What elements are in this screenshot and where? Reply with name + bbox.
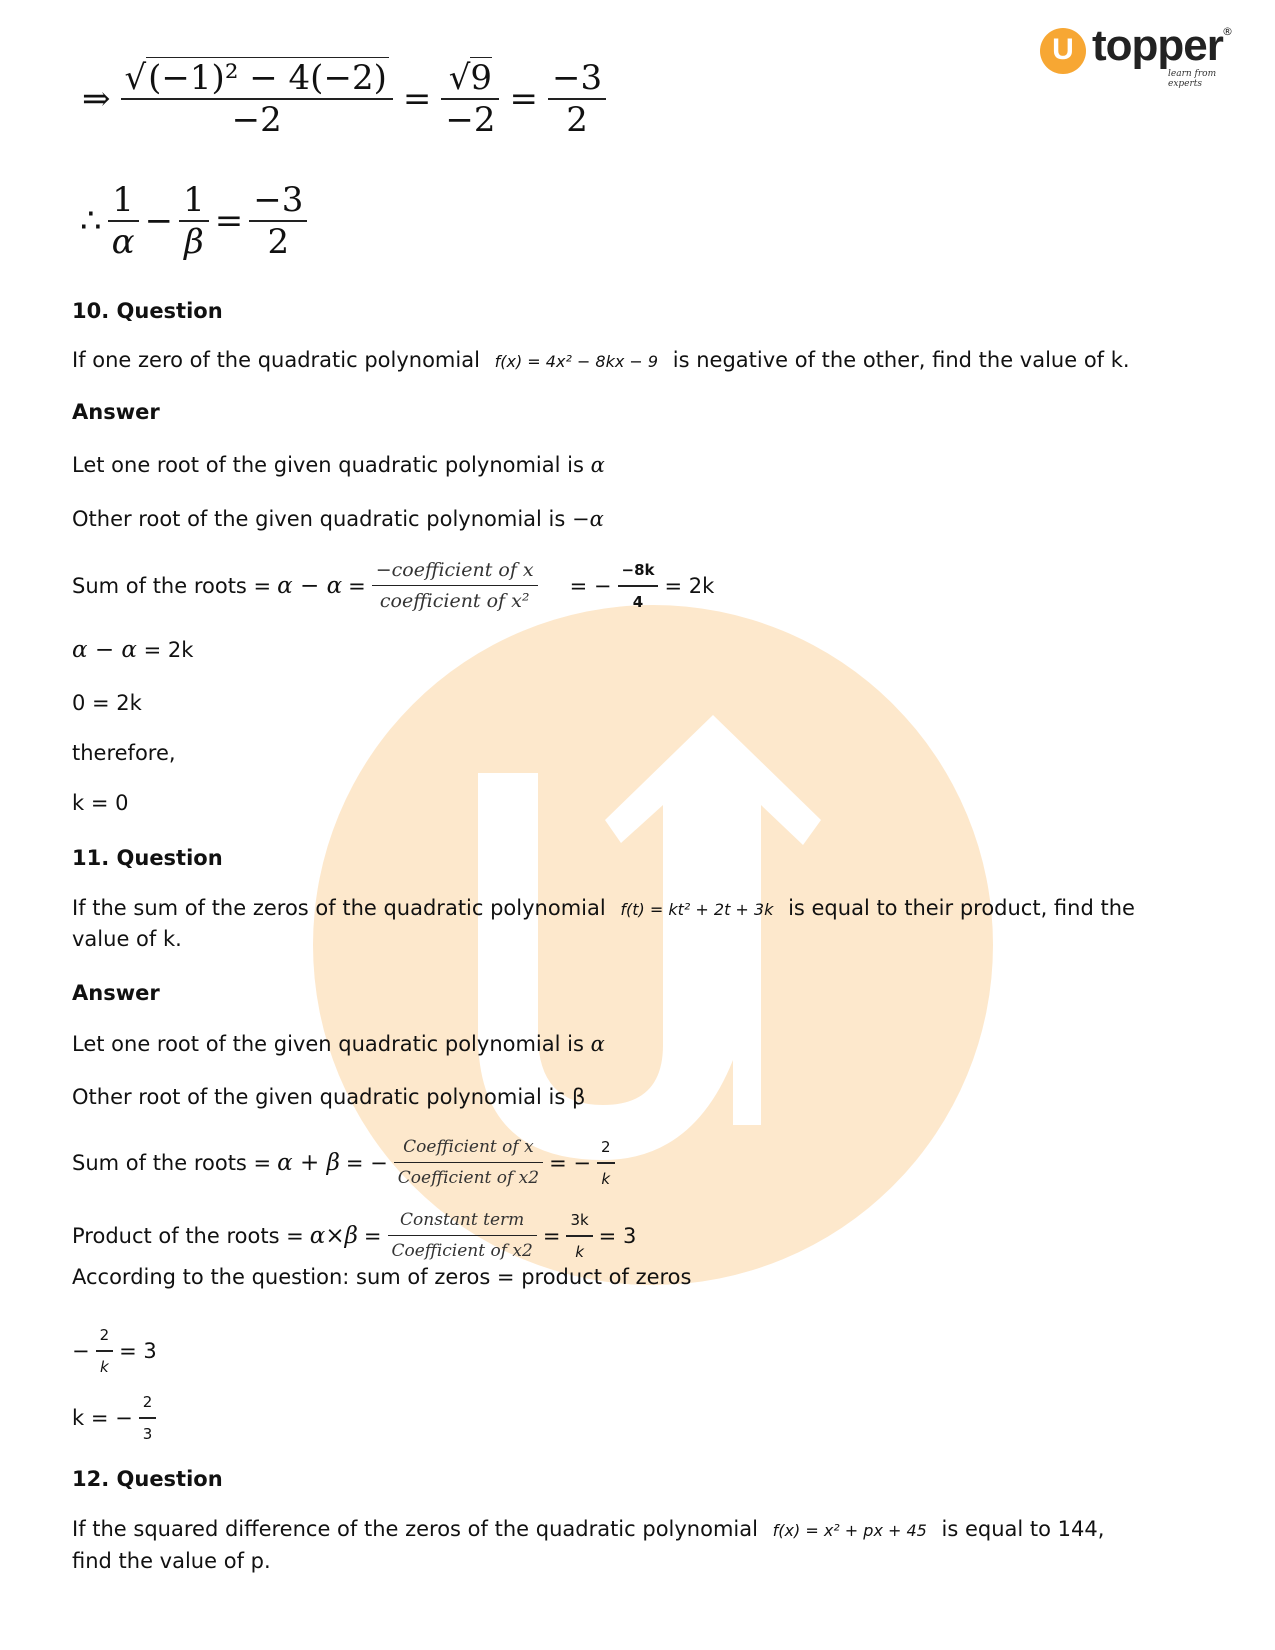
constant-fraction: $\frac{\text{Constant term}}{\text{Coefficient of x2}}$ [388, 1205, 537, 1266]
polynomial-formula: f(x) = x² + px + 45 [772, 1521, 927, 1540]
polynomial-formula: f(x) = 4x² − 8kx − 9 [494, 352, 659, 371]
brand-tagline: learn from experts [1168, 69, 1217, 89]
answer-label: Answer [72, 981, 160, 1005]
fraction-denominator: −2 [231, 99, 282, 140]
value-fraction: $\frac{2}{k}$ [597, 1132, 615, 1194]
coefficient-fraction: $\frac{\text{−coefficient of x}}{\text{coefficient of x²}}$ [372, 555, 538, 616]
alpha-symbol: α [590, 453, 605, 477]
step-line: k = 0 [72, 791, 129, 815]
result-fraction: $\frac{-3}{2}$ [249, 180, 307, 262]
coefficient-fraction: $\frac{\text{Coefficient of x}}{\text{Coefficient of x2}}$ [394, 1132, 543, 1193]
implies-arrow: ⇒ [82, 78, 111, 119]
step-line: − $\frac{2}{k}$ = 3 [72, 1326, 157, 1376]
neg-alpha-symbol: −α [572, 507, 604, 531]
question-11-text-line2: value of k. [72, 927, 182, 951]
step-line: therefore, [72, 741, 176, 765]
answer-line: Let one root of the given quadratic polynomial is α [72, 453, 605, 477]
answer-line: Other root of the given quadratic polynomial is −α [72, 507, 604, 531]
logo-badge-icon: U [1040, 28, 1086, 74]
answer-line: Other root of the given quadratic polynomial is β [72, 1085, 586, 1109]
question-10-text: If one zero of the quadratic polynomial f(x) = 4x² − 8kx − 9 is negative of the other, find the value of k. [72, 348, 1130, 372]
step-line: α − α = 2k [72, 637, 194, 663]
answer-label: Answer [72, 400, 160, 424]
brand-name: topper [1092, 21, 1223, 70]
sqrt-icon: √ [124, 58, 147, 98]
fraction-denominator: −2 [445, 99, 496, 140]
registered-mark: ® [1222, 25, 1233, 38]
therefore-symbol: ∴ [80, 200, 102, 241]
sum-of-roots-line: Sum of the roots = α − α = $\frac{\text{−coefficient of x}}{\text{coefficient of x²}}$ = − $\frac{-8k}{4}$ = 2k [72, 555, 714, 617]
one-over-beta: $\frac{1}{\beta}$ [179, 180, 209, 262]
question-10-heading: 10. Question [72, 299, 223, 323]
equation-radical-result [82, 58, 606, 140]
question-12-text-line2: find the value of p. [72, 1549, 271, 1573]
alpha-symbol: α [590, 1032, 605, 1056]
sqrt-nine-fraction [441, 58, 499, 140]
radical-fraction [121, 58, 393, 140]
according-line: According to the question: sum of zeros = product of zeros [72, 1265, 692, 1289]
question-12-heading: 12. Question [72, 1467, 223, 1491]
fraction-numerator: −3 [551, 58, 603, 98]
step-line: k = − $\frac{2}{3}$ [72, 1387, 156, 1449]
polynomial-formula: f(t) = kt² + 2t + 3k [620, 900, 774, 919]
question-11-heading: 11. Question [72, 846, 223, 870]
sqrt-icon: √ [448, 58, 471, 98]
step-line: 0 = 2k [72, 691, 142, 715]
question-11-text: If the sum of the zeros of the quadratic polynomial f(t) = kt² + 2t + 3k is equal to their product, find the [72, 896, 1135, 920]
radicand: (−1)² − 4(−2) [148, 58, 387, 98]
one-over-alpha: $\frac{1}{\alpha}$ [108, 180, 139, 262]
equals-sign: = [509, 78, 538, 119]
equals-sign: = [214, 200, 244, 241]
brand-logo [1040, 21, 1240, 89]
sum-of-roots-line: Sum of the roots = α + β = − $\frac{\text{Coefficient of x}}{\text{Coefficient of x2}}$ = − $\frac{2}{k}$ [72, 1132, 615, 1194]
fraction-denominator: 2 [566, 99, 588, 140]
equation-reciprocal-difference [80, 180, 307, 262]
product-of-roots-line: Product of the roots = α×β = $\frac{\text{Constant term}}{\text{Coefficient of x2}}$ = $\frac{3k}{k}$ = 3 [72, 1205, 636, 1267]
result-fraction [548, 58, 606, 140]
question-12-text: If the squared difference of the zeros of the quadratic polynomial f(x) = x² + px + 45 is equal to 144, [72, 1517, 1105, 1541]
equals-sign: = [402, 78, 432, 119]
radicand-nine: 9 [470, 58, 493, 98]
answer-line: Let one root of the given quadratic polynomial is α [72, 1032, 605, 1056]
value-fraction: $\frac{3k}{k}$ [566, 1205, 592, 1267]
minus-sign: − [144, 200, 174, 241]
value-fraction: $\frac{-8k}{4}$ [618, 555, 659, 617]
